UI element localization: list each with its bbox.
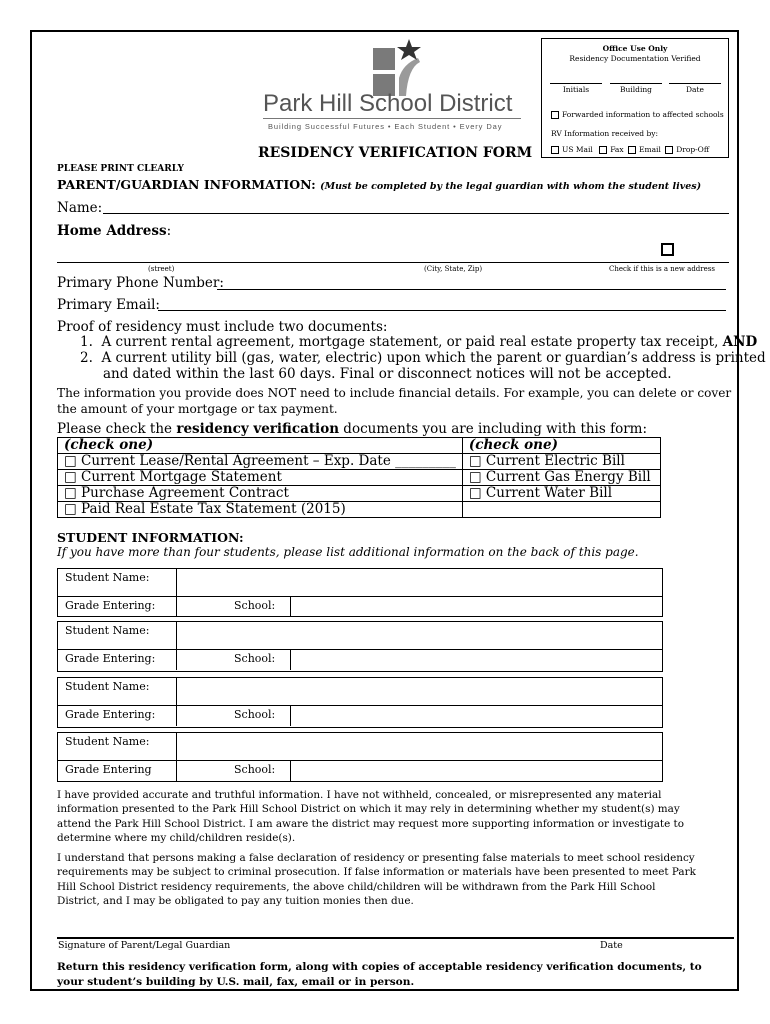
grade-field[interactable] [176, 706, 227, 726]
school-field[interactable] [290, 761, 662, 781]
initials-label: Initials [562, 85, 590, 94]
doc-option-electric[interactable]: □ Current Electric Bill [462, 454, 660, 470]
parent-heading: PARENT/GUARDIAN INFORMATION: [57, 177, 316, 192]
city-caption: (City, State, Zip) [424, 265, 483, 273]
school-field[interactable] [290, 706, 662, 726]
student-name-label: Student Name: [65, 624, 150, 637]
student-name-label: Student Name: [65, 735, 150, 748]
return-instructions: Return this residency verification form, along with copies of acceptable residency verification documents, to your student’s building by U.S. mail, fax, email or in person. [57, 961, 702, 988]
parent-note: (Must be completed by the legal guardian with whom the student lives) [320, 181, 702, 192]
student-block-4 [57, 732, 663, 782]
grade-field[interactable] [176, 597, 227, 617]
forwarded-label: Forwarded information to affected schools [562, 110, 724, 119]
street-caption: (street) [148, 265, 175, 273]
student-name-field[interactable] [176, 733, 662, 760]
signature-date-label: Date [600, 940, 623, 951]
form-title: RESIDENCY VERIFICATION FORM [258, 145, 533, 161]
grade-label: Grade Entering: [65, 652, 156, 665]
student-name-label: Student Name: [65, 571, 150, 584]
office-use-subtitle: Residency Documentation Verified [569, 54, 701, 63]
district-name: Park Hill School District [263, 90, 513, 117]
us-mail-checkbox[interactable] [551, 146, 559, 154]
doc-option-purchase[interactable]: □ Purchase Agreement Contract [58, 486, 463, 502]
grade-field[interactable] [176, 650, 227, 670]
email-label: Primary Email: [57, 297, 160, 313]
student-block-1 [57, 568, 663, 617]
school-field[interactable] [290, 597, 662, 617]
office-use-box [541, 38, 729, 158]
signature-label: Signature of Parent/Legal Guardian [58, 940, 231, 951]
date-label: Date [686, 85, 704, 94]
home-address-field[interactable] [57, 262, 729, 263]
student-note: If you have more than four students, please list additional information on the back of this page. [57, 545, 639, 559]
truthful-statement: I have provided accurate and truthful information. I have not withheld, concealed, or misrepresented any material information presented to the Park Hill School District on which it may rely in determining whether my student(s) may attend the Park Hill School District. I am aware the district may request more supporting information or investigate to determine where my child/children reside(s). [57, 789, 684, 844]
docs-right-header: (check one) [462, 438, 660, 454]
docs-left-header: (check one) [58, 438, 463, 454]
phone-field[interactable] [217, 289, 726, 290]
proof-intro: Proof of residency must include two documents: [57, 319, 388, 335]
doc-option-mortgage[interactable]: □ Current Mortgage Statement [58, 470, 463, 486]
forwarded-row [551, 110, 724, 120]
phone-label: Primary Phone Number: [57, 275, 224, 291]
email-field[interactable] [158, 310, 726, 311]
email-checkbox[interactable] [628, 146, 636, 154]
doc-option-tax[interactable]: □ Paid Real Estate Tax Statement (2015) [58, 502, 463, 518]
student-heading: STUDENT INFORMATION: [57, 530, 244, 545]
signature-line[interactable] [57, 937, 734, 939]
student-block-3 [57, 677, 663, 728]
parent-heading-row [57, 177, 701, 192]
student-name-field[interactable] [176, 622, 662, 649]
school-label: School: [234, 652, 276, 665]
school-label: School: [234, 763, 276, 776]
logo-divider [263, 118, 521, 119]
grade-field[interactable] [176, 761, 227, 781]
print-clearly-note: PLEASE PRINT CLEARLY [57, 164, 184, 174]
doc-option-gas[interactable]: □ Current Gas Energy Bill [462, 470, 660, 486]
new-address-checkbox[interactable] [661, 243, 674, 256]
doc-option-water[interactable]: □ Current Water Bill [462, 486, 660, 502]
false-declaration-statement: I understand that persons making a false declaration of residency or presenting false materials to meet school residency requirements may be subject to criminal prosecution. If false information or materials have been presented to meet Park Hill School District residency requirements, the above child/children will be withdrawn from the Park Hill School District, and I may be obligated to pay any tuition monies then due. [57, 852, 696, 907]
proof-item-2-cont: and dated within the last 60 days. Final or disconnect notices will not be accepted. [103, 366, 672, 382]
forwarded-checkbox[interactable] [551, 111, 559, 119]
financial-note-1: The information you provide does NOT need to include financial details. For example, you can delete or cover [57, 386, 732, 400]
grade-label: Grade Entering: [65, 599, 156, 612]
school-label: School: [234, 599, 276, 612]
doc-option-empty [462, 502, 660, 518]
proof-item-2: 2. A current utility bill (gas, water, electric) upon which the parent or guardian’s address is printed [80, 350, 766, 366]
home-address-label: Home Address: [57, 223, 172, 239]
building-label: Building [620, 85, 652, 94]
doc-option-lease[interactable]: □ Current Lease/Rental Agreement – Exp. Date _________ [58, 454, 463, 470]
fax-checkbox[interactable] [599, 146, 607, 154]
documents-table [57, 437, 661, 518]
new-address-caption: Check if this is a new address [609, 265, 715, 273]
student-name-field[interactable] [176, 678, 662, 705]
name-field[interactable] [103, 213, 729, 214]
grade-label: Grade Entering [65, 763, 152, 776]
name-label: Name: [57, 200, 103, 216]
delivery-options: US Mail Fax Email Drop-Off [551, 145, 709, 155]
district-tagline: Building Successful Futures • Each Student • Every Day [268, 122, 503, 131]
proof-item-1: 1. A current rental agreement, mortgage statement, or paid real estate property tax receipt, AND [80, 334, 758, 350]
financial-note-2: the amount of your mortgage or tax payment. [57, 402, 338, 416]
check-intro: Please check the residency verification documents you are including with this form: [57, 421, 648, 437]
student-block-2 [57, 621, 663, 672]
rv-received-label: RV Information received by: [551, 129, 659, 138]
grade-label: Grade Entering: [65, 708, 156, 721]
school-field[interactable] [290, 650, 662, 670]
student-name-label: Student Name: [65, 680, 150, 693]
student-name-field[interactable] [176, 569, 662, 596]
drop-off-checkbox[interactable] [665, 146, 673, 154]
office-use-title: Office Use Only [602, 44, 668, 53]
school-label: School: [234, 708, 276, 721]
district-logo-icon [370, 38, 425, 98]
